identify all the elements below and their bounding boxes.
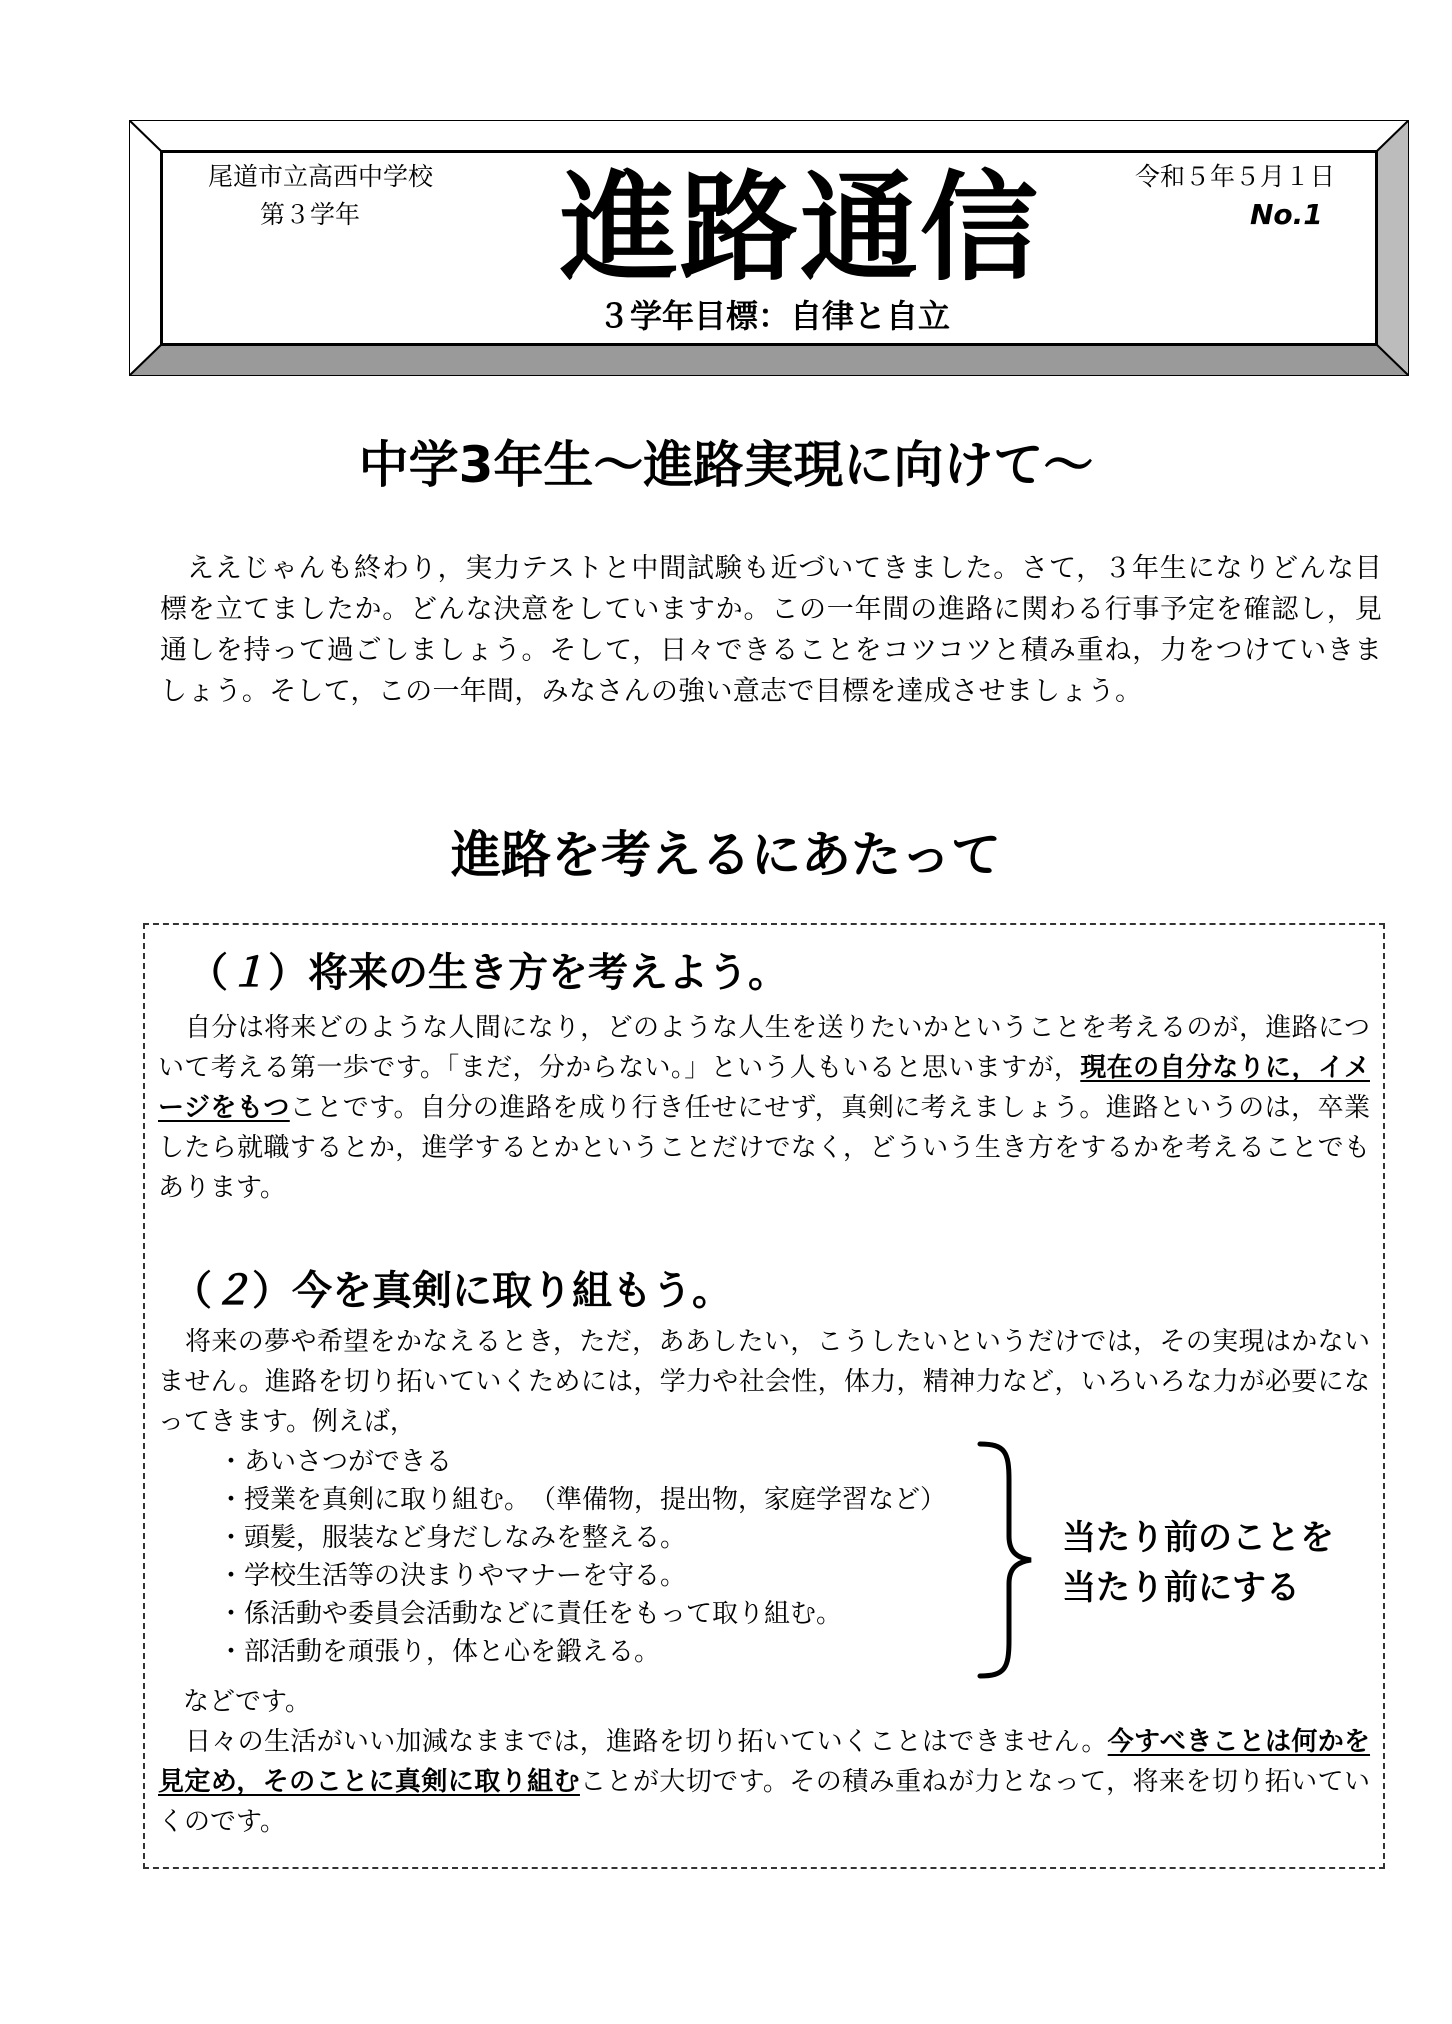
grade-goal: ３学年目標：自律と自立 [598,297,951,335]
item1-text-a: 自分は将来どのような人間になり，どのような人生を送りたいかということを考えるのが，進路について考える第一歩です。「まだ，分からない。」という人もいると思いますが， [158,1013,1370,1083]
list-item: ・頭髪，服装など身だしなみを整える。 [218,1523,687,1553]
list-item: ・あいさつができる [218,1447,453,1477]
item1-heading: （１）将来の生き方を考えよう。 [188,950,788,996]
item1-emphasis: 現在の自分なりに，イメージをもつ [158,1053,1370,1123]
item2-number: ２ [212,1268,252,1314]
brace-caption-line1: 当たり前のことを [1062,1518,1334,1558]
list-item: ・部活動を頑張り，体と心を鍛える。 [218,1637,661,1667]
closing-text-a: 日々の生活がいい加減なままでは，進路を切り拓いていくことはできません。 [185,1727,1108,1757]
item1-paragraph [158,1008,1370,1208]
issue-date: 令和５年５月１日 [1135,162,1336,191]
intro-paragraph: ええじゃんも終わり，実力テストと中間試験も近づいてきました。さて，３年生になりどんな目標を立てましたか。どんな決意をしていますか。この一年間の進路に関わる行事予定を確認し，見通しを持って過ごしましょう。そして，日々できることをコツコツと積み重ね，力をつけていきましょう。そして，この一年間，みなさんの強い意志で目標を達成させましょう。 [160,553,1382,707]
item1-title: 将来の生き方を考えよう。 [308,950,788,996]
list-item: ・係活動や委員会活動などに責任をもって取り組む。 [218,1599,843,1629]
brace-caption [1062,1513,1334,1613]
item1-number: １ [228,950,268,996]
brace-caption-line2: 当たり前にする [1062,1568,1300,1608]
item2-title: 今を真剣に取り組もう。 [292,1268,732,1314]
example-list [218,1443,946,1671]
closing-paragraph [158,1722,1370,1842]
issue-number: No.1 [1250,198,1323,231]
school-name: 尾道市立高西中学校 [208,162,434,191]
curly-brace [975,1440,1035,1680]
section-heading: 進路を考えるにあたって [451,826,1001,884]
newsletter-title: 進路通信 [560,159,1041,297]
list-item: ・授業を真剣に取り組む。 （準備物，提出物，家庭学習など） [218,1485,947,1515]
list-item: ・学校生活等の決まりやマナーを守る。 [218,1561,687,1591]
item1-text-b: ことです。自分の進路を成り行き任せにせず，真剣に考えましょう。進路というのは，卒業したら就職するとか，進学するとかということだけでなく，どういう生き方をするかを考えることでもあります。 [158,1093,1370,1203]
intro-heading: 中学3年生～進路実現に向けて～ [358,436,1094,494]
closing-text-b: ことが大切です。その積み重ねが力となって，将来を切り拓いていくのです。 [158,1767,1371,1837]
list-closing: などです。 [183,1687,311,1717]
item2-paragraph: 将来の夢や希望をかなえるとき，ただ，ああしたい，こうしたいというだけでは，その実現はかないません。進路を切り拓いていくためには，学力や社会性，体力，精神力など，いろいろな力が必要になってきます。例えば， [158,1327,1370,1437]
closing-emphasis: 今すべきことは何かを見定め，そのことに真剣に取り組む [158,1727,1371,1797]
grade-label: 第３学年 [260,200,361,229]
item2-heading: （２）今を真剣に取り組もう。 [172,1268,732,1314]
